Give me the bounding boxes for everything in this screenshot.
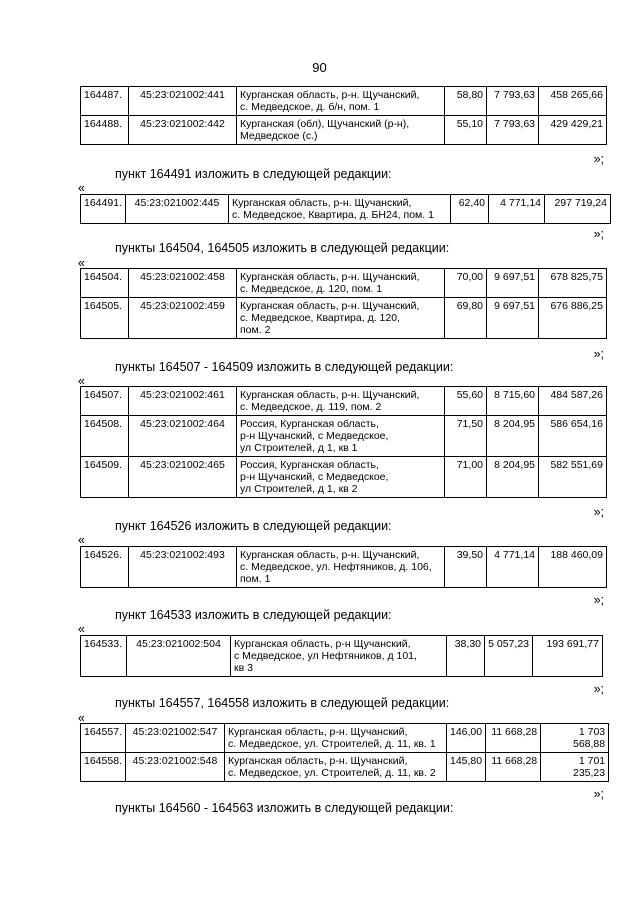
address-cell xyxy=(237,547,445,588)
address-line: с. Медведское, д. б/н, пом. 1 xyxy=(240,101,380,113)
item-number-cell: 164533. xyxy=(81,636,127,677)
amendment-paragraph: пункт 164491 изложить в следующей редакции: xyxy=(115,167,392,181)
area-cell: 62,40 xyxy=(451,195,489,224)
opening-quote: « xyxy=(78,374,85,388)
table-row xyxy=(81,547,607,588)
table-row xyxy=(81,636,603,677)
address-cell xyxy=(237,298,445,339)
cadastral-number-cell: 45:23:021002:548 xyxy=(126,753,225,782)
total-cost-cell: 676 886,25 xyxy=(539,298,607,339)
address-line: Россия, Курганская область, xyxy=(240,418,379,430)
table-row xyxy=(81,116,607,145)
address-cell xyxy=(229,195,451,224)
cadastral-number-cell: 45:23:021002:504 xyxy=(127,636,231,677)
closing-quote: »; xyxy=(593,227,604,241)
address-line: с. Медведское, ул. Нефтяников, д. 106, xyxy=(240,561,432,573)
address-line: Курганская область, р-н. Щучанский, xyxy=(232,197,412,209)
registry-table xyxy=(80,635,603,677)
unit-price-cell: 11 668,28 xyxy=(486,724,541,753)
table-row xyxy=(81,298,607,339)
address-line: Курганская область, р-н. Щучанский, xyxy=(240,549,420,561)
table-row xyxy=(81,457,607,498)
address-line: Курганская область, р-н. Щучанский, xyxy=(240,89,420,101)
cadastral-number-cell: 45:23:021002:458 xyxy=(129,269,237,298)
area-cell: 69,80 xyxy=(445,298,487,339)
address-line: с. Медведское, д. 120, пом. 1 xyxy=(240,283,383,295)
unit-price-cell: 4 771,14 xyxy=(489,195,545,224)
registry-table xyxy=(80,546,607,588)
item-number-cell: 164508. xyxy=(81,416,129,457)
registry-table xyxy=(80,194,611,224)
address-cell xyxy=(225,753,447,782)
address-line: с. Медведское, ул. Строителей, д. 11, кв. 1 xyxy=(228,738,436,750)
table-row xyxy=(81,416,607,457)
closing-quote: »; xyxy=(593,787,604,801)
area-cell: 55,60 xyxy=(445,387,487,416)
unit-price-cell: 5 057,23 xyxy=(485,636,533,677)
address-line: с. Медведское, Квартира, д. БН24, пом. 1 xyxy=(232,209,434,221)
item-number-cell: 164505. xyxy=(81,298,129,339)
total-cost-cell: 484 587,26 xyxy=(539,387,607,416)
address-line: р-н Щучанский, с Медведское, xyxy=(240,471,389,483)
address-line: Курганская область, р-н. Щучанский, xyxy=(240,271,420,283)
item-number-cell: 164558. xyxy=(81,753,126,782)
closing-quote: »; xyxy=(593,152,604,166)
area-cell: 146,00 xyxy=(447,724,486,753)
address-line: ул Строителей, д 1, кв 2 xyxy=(240,483,358,495)
total-cost-cell: 297 719,24 xyxy=(545,195,611,224)
registry-table xyxy=(80,86,607,145)
address-line: Медведское (с.) xyxy=(240,130,318,142)
total-cost-cell: 429 429,21 xyxy=(539,116,607,145)
registry-table xyxy=(80,723,609,782)
address-cell xyxy=(231,636,447,677)
address-line: Курганская область, р-н Щучанский, xyxy=(234,638,411,650)
total-cost-cell: 582 551,69 xyxy=(539,457,607,498)
address-cell xyxy=(237,269,445,298)
opening-quote: « xyxy=(78,622,85,636)
amendment-paragraph: пункты 164560 - 164563 изложить в следующей редакции: xyxy=(115,801,454,815)
unit-price-cell: 7 793,63 xyxy=(487,87,539,116)
amendment-paragraph: пункты 164504, 164505 изложить в следующей редакции: xyxy=(115,241,450,255)
address-cell xyxy=(225,724,447,753)
area-cell: 39,50 xyxy=(445,547,487,588)
item-number-cell: 164491. xyxy=(81,195,126,224)
cadastral-number-cell: 45:23:021002:493 xyxy=(129,547,237,588)
closing-quote: »; xyxy=(593,593,604,607)
address-line: Россия, Курганская область, xyxy=(240,459,379,471)
item-number-cell: 164504. xyxy=(81,269,129,298)
unit-price-cell: 4 771,14 xyxy=(487,547,539,588)
cadastral-number-cell: 45:23:021002:465 xyxy=(129,457,237,498)
opening-quote: « xyxy=(78,181,85,195)
registry-table xyxy=(80,268,607,339)
opening-quote: « xyxy=(78,533,85,547)
address-cell xyxy=(237,387,445,416)
total-cost-cell: 586 654,16 xyxy=(539,416,607,457)
amendment-paragraph: пункты 164557, 164558 изложить в следующей редакции: xyxy=(115,696,450,710)
unit-price-cell: 7 793,63 xyxy=(487,116,539,145)
table-row xyxy=(81,387,607,416)
total-cost-cell: 193 691,77 xyxy=(533,636,603,677)
total-cost-cell: 1 703 568,88 xyxy=(541,724,609,753)
address-line: р-н Щучанский, с Медведское, xyxy=(240,430,389,442)
address-cell xyxy=(237,457,445,498)
item-number-cell: 164488. xyxy=(81,116,129,145)
item-number-cell: 164557. xyxy=(81,724,126,753)
area-cell: 55,10 xyxy=(445,116,487,145)
item-number-cell: 164507. xyxy=(81,387,129,416)
address-line: Курганская область, р-н. Щучанский, xyxy=(240,300,420,312)
cadastral-number-cell: 45:23:021002:547 xyxy=(126,724,225,753)
item-number-cell: 164526. xyxy=(81,547,129,588)
area-cell: 71,50 xyxy=(445,416,487,457)
cadastral-number-cell: 45:23:021002:459 xyxy=(129,298,237,339)
area-cell: 70,00 xyxy=(445,269,487,298)
opening-quote: « xyxy=(78,256,85,270)
address-line: Курганская (обл), Щучанский (р-н), xyxy=(240,118,410,130)
closing-quote: »; xyxy=(593,682,604,696)
amendment-paragraph: пункт 164533 изложить в следующей редакции: xyxy=(115,608,392,622)
amendment-paragraph: пункты 164507 - 164509 изложить в следующей редакции: xyxy=(115,360,454,374)
address-cell xyxy=(237,416,445,457)
address-line: с Медведское, ул Нефтяников, д 101, xyxy=(234,650,417,662)
area-cell: 58,80 xyxy=(445,87,487,116)
address-line: пом. 2 xyxy=(240,324,271,336)
address-line: Курганская область, р-н. Щучанский, xyxy=(240,389,420,401)
total-cost-cell: 1 701 235,23 xyxy=(541,753,609,782)
address-line: с. Медведское, Квартира, д. 120, xyxy=(240,312,400,324)
table-row xyxy=(81,87,607,116)
address-line: Курганская область, р-н. Щучанский, xyxy=(228,755,408,767)
area-cell: 145,80 xyxy=(447,753,486,782)
address-line: кв 3 xyxy=(234,662,253,674)
address-line: пом. 1 xyxy=(240,573,271,585)
total-cost-cell: 678 825,75 xyxy=(539,269,607,298)
cadastral-number-cell: 45:23:021002:461 xyxy=(129,387,237,416)
item-number-cell: 164509. xyxy=(81,457,129,498)
address-line: ул Строителей, д 1, кв 1 xyxy=(240,442,358,454)
closing-quote: »; xyxy=(593,505,604,519)
unit-price-cell: 8 204,95 xyxy=(487,457,539,498)
table-row xyxy=(81,724,609,753)
item-number-cell: 164487. xyxy=(81,87,129,116)
unit-price-cell: 11 668,28 xyxy=(486,753,541,782)
total-cost-cell: 188 460,09 xyxy=(539,547,607,588)
unit-price-cell: 9 697,51 xyxy=(487,269,539,298)
table-row xyxy=(81,753,609,782)
cadastral-number-cell: 45:23:021002:442 xyxy=(129,116,237,145)
closing-quote: »; xyxy=(593,347,604,361)
table-row xyxy=(81,269,607,298)
address-line: с. Медведское, д. 119, пом. 2 xyxy=(240,401,382,413)
address-cell xyxy=(237,87,445,116)
opening-quote: « xyxy=(78,711,85,725)
unit-price-cell: 8 204,95 xyxy=(487,416,539,457)
total-cost-cell: 458 265,66 xyxy=(539,87,607,116)
unit-price-cell: 9 697,51 xyxy=(487,298,539,339)
address-cell xyxy=(237,116,445,145)
address-line: Курганская область, р-н. Щучанский, xyxy=(228,726,408,738)
registry-table xyxy=(80,386,607,498)
address-line: с. Медведское, ул. Строителей, д. 11, кв. 2 xyxy=(228,767,436,779)
cadastral-number-cell: 45:23:021002:441 xyxy=(129,87,237,116)
area-cell: 38,30 xyxy=(447,636,485,677)
cadastral-number-cell: 45:23:021002:445 xyxy=(126,195,229,224)
page-number: 90 xyxy=(312,60,327,75)
amendment-paragraph: пункт 164526 изложить в следующей редакции: xyxy=(115,519,392,533)
cadastral-number-cell: 45:23:021002:464 xyxy=(129,416,237,457)
table-row xyxy=(81,195,611,224)
area-cell: 71,00 xyxy=(445,457,487,498)
unit-price-cell: 8 715,60 xyxy=(487,387,539,416)
